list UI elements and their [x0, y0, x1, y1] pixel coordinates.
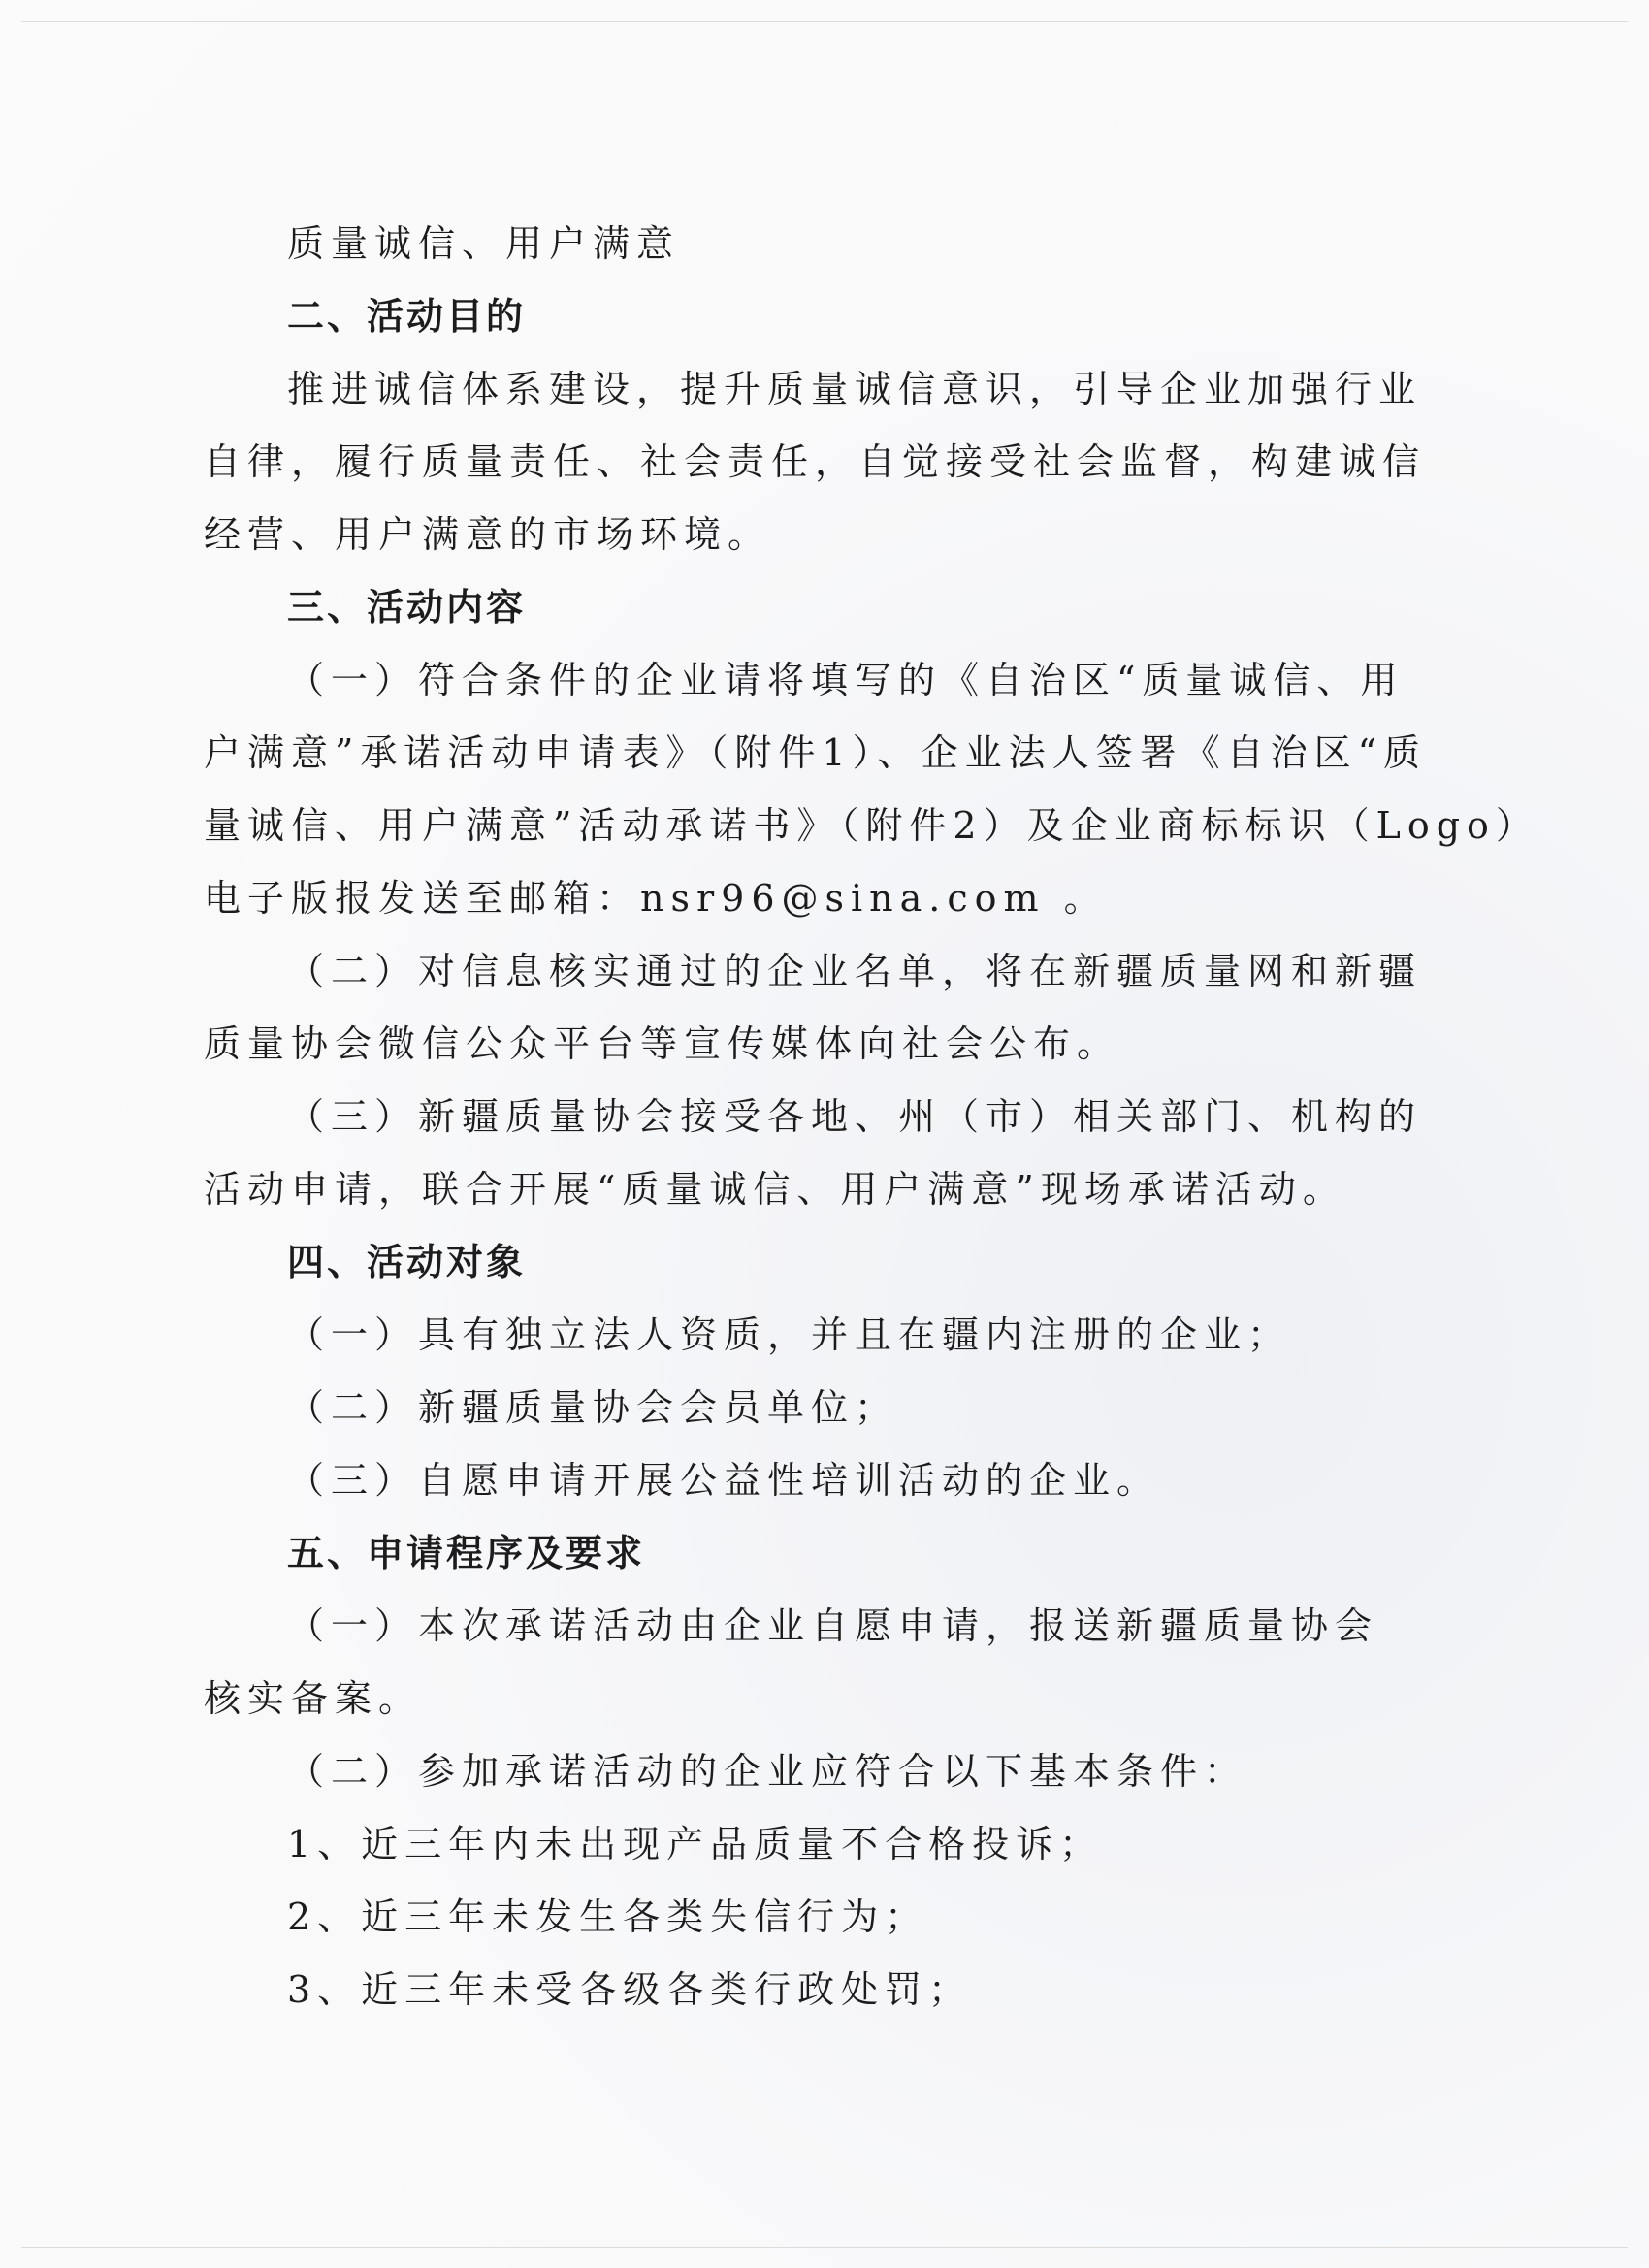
- body-line: 户满意”承诺活动申请表》（附件1）、企业法人签署《自治区“质: [204, 731, 1428, 774]
- body-line: 自律，履行质量责任、社会责任，自觉接受社会监督，构建诚信: [204, 440, 1427, 483]
- body-line: 核实备案。: [204, 1677, 423, 1720]
- body-line: 质量协会微信公众平台等宣传媒体向社会公布。: [204, 1022, 1121, 1065]
- section-heading-content: 三、活动内容: [287, 586, 527, 629]
- body-line: （二）参加承诺活动的企业应符合以下基本条件：: [287, 1750, 1248, 1793]
- section-heading-procedure: 五、申请程序及要求: [287, 1532, 646, 1574]
- body-line: （三）自愿申请开展公益性培训活动的企业。: [287, 1459, 1161, 1502]
- scan-edge-top: [21, 21, 1628, 22]
- body-line: （一）具有独立法人资质，并且在疆内注册的企业；: [287, 1313, 1292, 1356]
- scan-edge-bottom: [21, 2247, 1628, 2248]
- body-line: 推进诚信体系建设，提升质量诚信意识，引导企业加强行业: [287, 368, 1423, 410]
- body-line: 经营、用户满意的市场环境。: [204, 513, 772, 556]
- email-line: 电子版报发送至邮箱：nsr96@sina.com 。: [204, 877, 1108, 920]
- body-line: （一）符合条件的企业请将填写的《自治区“质量诚信、用: [287, 659, 1405, 701]
- list-item: 2、近三年未发生各类失信行为；: [287, 1895, 929, 1938]
- body-line: 活动申请，联合开展“质量诚信、用户满意”现场承诺活动。: [204, 1168, 1346, 1211]
- body-line: （三）新疆质量协会接受各地、州（市）相关部门、机构的: [287, 1095, 1423, 1138]
- list-item: 1、近三年内未出现产品质量不合格投诉；: [287, 1823, 1104, 1865]
- list-item: 3、近三年未受各级各类行政处罚；: [287, 1968, 973, 2011]
- body-line: 量诚信、用户满意”活动承诺书》（附件2）及企业商标标识（Logo）: [204, 804, 1539, 847]
- body-line: （二）对信息核实通过的企业名单，将在新疆质量网和新疆: [287, 950, 1423, 992]
- section-heading-target: 四、活动对象: [287, 1241, 527, 1283]
- body-line: 质量诚信、用户满意: [287, 222, 681, 265]
- body-line: （二）新疆质量协会会员单位；: [287, 1386, 899, 1429]
- body-line: （一）本次承诺活动由企业自愿申请，报送新疆质量协会: [287, 1604, 1379, 1647]
- document-body: [204, 208, 1539, 2026]
- section-heading-purpose: 二、活动目的: [287, 295, 527, 338]
